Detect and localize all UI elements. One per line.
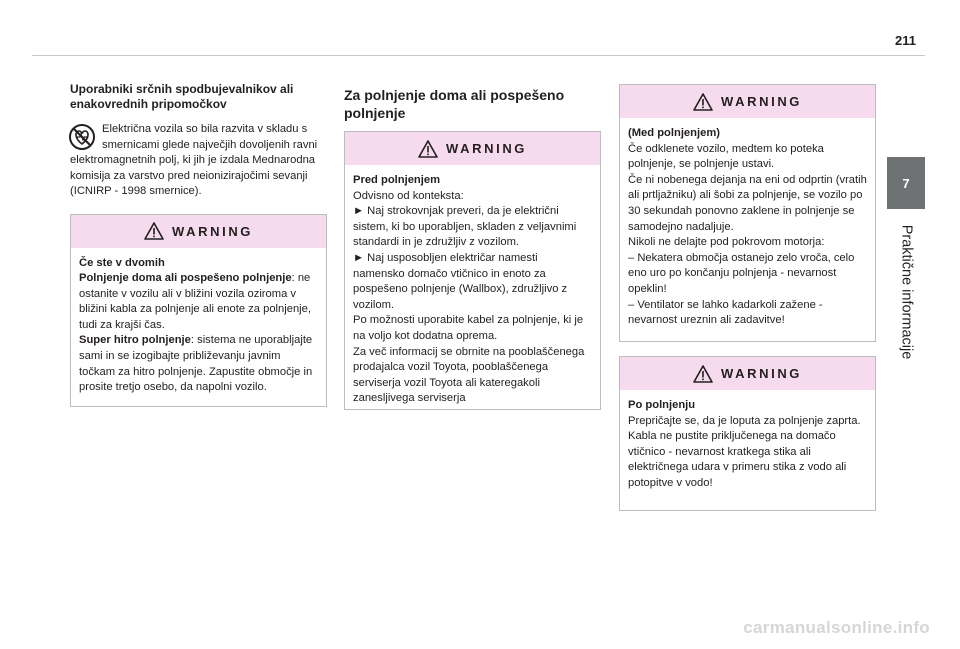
warning-line: Če odklenete vozilo, medtem ko poteka polnjenje, se polnjenje ustavi. xyxy=(628,142,824,171)
warning-header xyxy=(71,215,326,248)
warning-line: Po možnosti uporabite kabel za polnjenje, ki je na voljo kot dodatna oprema. xyxy=(353,314,584,342)
warning-line: Za več informacij se obrnite na pooblaščenega prodajalca vozil Toyota, pooblaščenega serviserja vozil Toyota ali kateregakoli zanesljivega serviserja xyxy=(353,345,585,405)
header-divider xyxy=(32,55,925,56)
warning-lead: Če ste v dvomih xyxy=(79,256,165,269)
warning-line: ► Naj strokovnjak preveri, da je električni sistem, ki bo uporabljen, skladen z veljavnimi standardi in je združljiv z vozilom. xyxy=(353,205,577,249)
warning-line: Prepričajte se, da je loputa za polnjenje zaprta. xyxy=(628,414,861,427)
pacemaker-text: Električna vozila so bila razvita v skladu s smernicami glede največjih dovoljenih ravni elektromagnetnih polj, ki jih je izdala Mednarodna komisija za varstvo pred neionizirajočimi sevanji (ICNIRP - 1998 smernice). xyxy=(70,123,318,197)
warning-triangle-icon xyxy=(144,222,164,240)
warning-lead: Po polnjenju xyxy=(628,399,696,411)
warning-triangle-icon xyxy=(693,365,713,383)
warning-line: – Ventilator se lahko kadarkoli zažene - nevarnost ureznin ali zadavitve! xyxy=(628,298,823,327)
pacemaker-subheading: Uporabniki srčnih spodbujevalnikov ali enakovrednih pripomočkov xyxy=(70,82,294,111)
warning-body xyxy=(345,165,600,415)
warning-box-before-charging xyxy=(344,131,601,410)
warning-triangle-icon xyxy=(418,140,438,158)
warning-lead: Pred polnjenjem xyxy=(353,174,441,186)
column-middle xyxy=(344,86,601,410)
warning-header xyxy=(345,132,600,165)
warning-line: Nikoli ne delajte pod pokrovom motorja: xyxy=(628,236,825,249)
pacemaker-paragraph xyxy=(70,122,327,200)
warning-header xyxy=(620,357,875,390)
warning-line: ► Naj usposobljen električar namesti namensko domačo vtičnico in enoto za pospešeno polnjenje (Wallbox), združljivo z vozilom. xyxy=(353,251,568,311)
home-charging-heading: Za polnjenje doma ali pospešeno polnjenje xyxy=(344,87,565,121)
warning-title: WARNING xyxy=(720,366,803,381)
chapter-title-vertical xyxy=(887,212,925,372)
chapter-tab[interactable]: 7 xyxy=(887,157,925,209)
warning-title: WARNING xyxy=(171,223,254,239)
column-left xyxy=(70,82,327,407)
warning-line: Kabla ne pustite priključenega na domačo vtičnico - nevarnost kratkega stika ali električnega udara v primeru stika z vodo ali potopitve v vodo! xyxy=(628,430,847,489)
warning-box-during-charging xyxy=(619,84,876,342)
warning-lead: (Med polnjenjem) xyxy=(628,127,720,139)
warning-box-after-charging xyxy=(619,356,876,511)
warning-triangle-icon xyxy=(693,93,713,111)
page-number: 211 xyxy=(895,33,916,48)
warning-line: – Nekatera območja ostanejo zelo vroča, celo eno uro po končanju polnjenja - nevarnost opeklin! xyxy=(628,251,855,295)
warning-body xyxy=(620,390,875,500)
watermark: carmanualsonline.info xyxy=(743,618,930,637)
chapter-title-label: Praktične informacije xyxy=(898,224,915,360)
warning-title: WARNING xyxy=(720,94,803,109)
warning-item-super-fast: Super hitro polnjenje: sistema ne uporabljajte sami in se izogibajte približevanju javnim točkam za hitro polnjenje. Zapustite območje in prosite tretjo osebo, da napolni vozilo. xyxy=(79,334,313,394)
warning-item-home-charging: Polnjenje doma ali pospešeno polnjenje: ne ostanite v vozilu ali v bližini vozila oziroma v bližini kabla za polnjenje ali enote za polnjenje, tudi za krajši čas. xyxy=(79,272,311,331)
warning-title: WARNING xyxy=(445,141,528,156)
warning-body xyxy=(620,118,875,337)
warning-box-pacemaker xyxy=(70,214,327,407)
column-right xyxy=(619,84,876,511)
warning-line: Odvisno od konteksta: xyxy=(353,189,464,202)
no-pacemaker-icon xyxy=(68,123,96,151)
warning-header xyxy=(620,85,875,118)
warning-body xyxy=(71,248,326,404)
warning-line: Če ni nobenega dejanja na eni od odprtin (vratih ali prtljažniku) ali šobi za polnjenje, se vozilo po 30 sekundah ponovno zaklene in polnjenje se samodejno nadaljuje. xyxy=(628,173,867,233)
